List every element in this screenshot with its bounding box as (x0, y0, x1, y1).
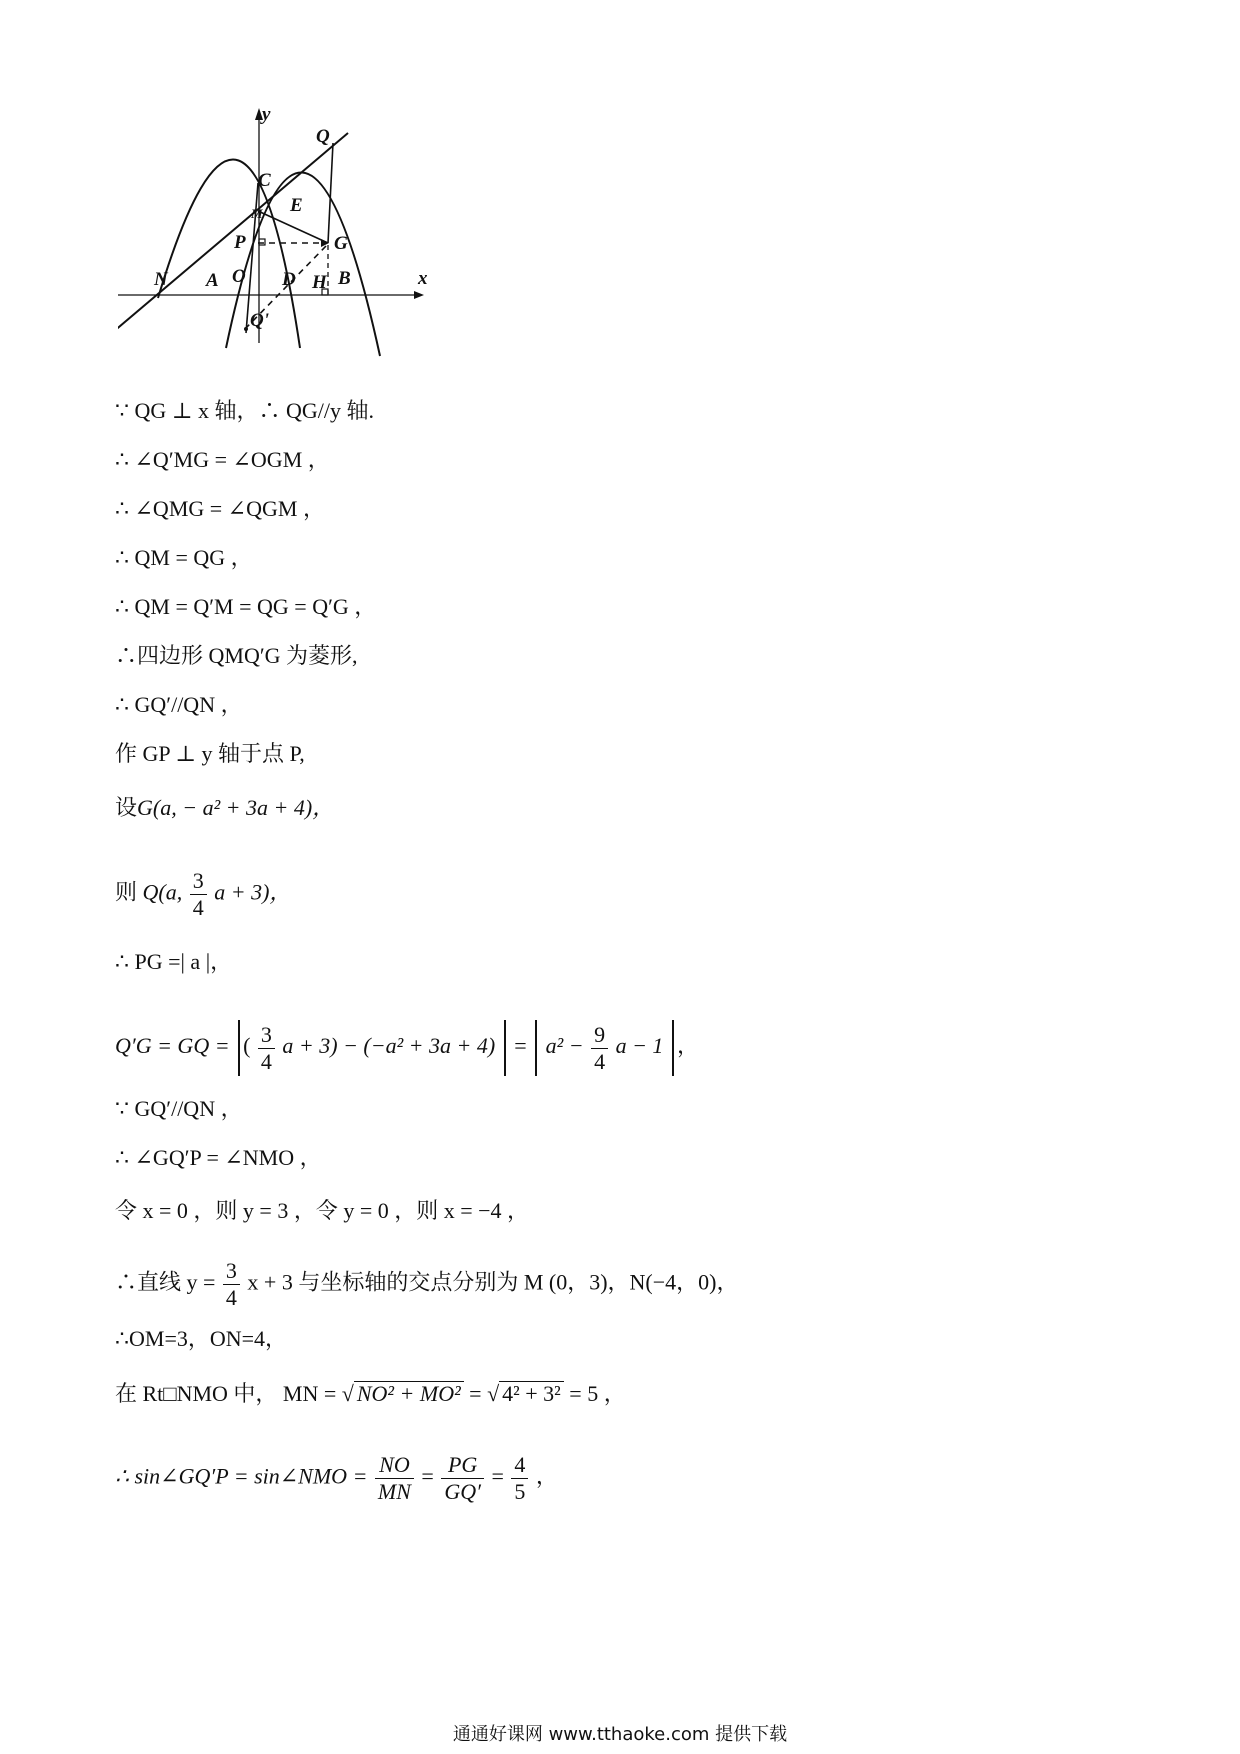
line-8: 作 GP ⊥ y 轴于点 P, (115, 741, 305, 766)
label-H: H (312, 272, 327, 293)
eq-set-Q: 则 Q(a, $\frac{3}{4}$ a + 3)， (115, 868, 292, 920)
segment-QG (328, 143, 333, 243)
label-G: G (334, 233, 348, 254)
label-P: P (234, 232, 246, 253)
eq-line: ∴直线 y = $\frac{3}{4}$ x + 3 与坐标轴的交点分别为 M (0，3)，N(−4，0)， (115, 1258, 739, 1310)
geometry-figure (118, 108, 428, 370)
label-C: C (258, 170, 271, 191)
label-N: N (154, 269, 168, 290)
label-x: x (418, 268, 428, 289)
page-footer: 通通好课网 www.tthaoke.com 提供下载 (452, 1724, 788, 1745)
label-O: O (232, 266, 246, 287)
eq-QG: Q′G = GQ = ( $\frac{3}{4}$ a + 3) − (−a² + 3a + 4) = a² − $\frac{9}{4}$ a − 1 ， (115, 1020, 699, 1076)
line-3: ∴ ∠QMG = ∠QGM ， (115, 496, 325, 521)
label-B: B (338, 268, 351, 289)
label-E: E (290, 195, 303, 216)
label-M: M (251, 206, 263, 221)
line-5: ∴ QM = Q′M = QG = Q′G ， (115, 594, 377, 619)
line-9: ∵ GQ′//QN ， (115, 1096, 243, 1121)
line-7: ∴ GQ′//QN ， (115, 692, 243, 717)
label-y: y (262, 108, 271, 125)
line-1: ∵ QG ⊥ x 轴，∴ QG//y 轴. (115, 398, 374, 423)
label-Qprime: Q' (250, 310, 269, 331)
line-10: ∴ ∠GQ′P = ∠NMO ， (115, 1145, 322, 1170)
line-11: 令 x = 0 ，则 y = 3 ，令 y = 0 ，则 x = −4 ， (115, 1198, 530, 1223)
label-A: A (206, 270, 219, 291)
label-D: D (282, 269, 296, 290)
eq-OM: ∴OM=3，ON=4， (115, 1326, 288, 1351)
eq-PG: ∴ PG =| a |， (115, 949, 233, 974)
eq-sin: ∴ sin∠GQ′P = sin∠NMO = $\frac{NO}{MN}$ = $\frac{PG}{GQ'}$ = $\frac{4}{5}$ ， (115, 1452, 558, 1504)
eq-MN: 在 Rt□NMO 中， MN = √ NO² + MO² = √ 4² + 3² = 5 ， (115, 1381, 626, 1406)
x-axis-arrow (414, 291, 424, 299)
line-6: ∴四边形 QMQ′G 为菱形, (115, 643, 358, 668)
line-4: ∴ QM = QG ， (115, 545, 253, 570)
eq-set-G: 设G(a, − a² + 3a + 4)， (115, 795, 335, 820)
line-2: ∴ ∠Q′MG = ∠OGM ， (115, 447, 330, 472)
label-Q: Q (316, 126, 330, 147)
